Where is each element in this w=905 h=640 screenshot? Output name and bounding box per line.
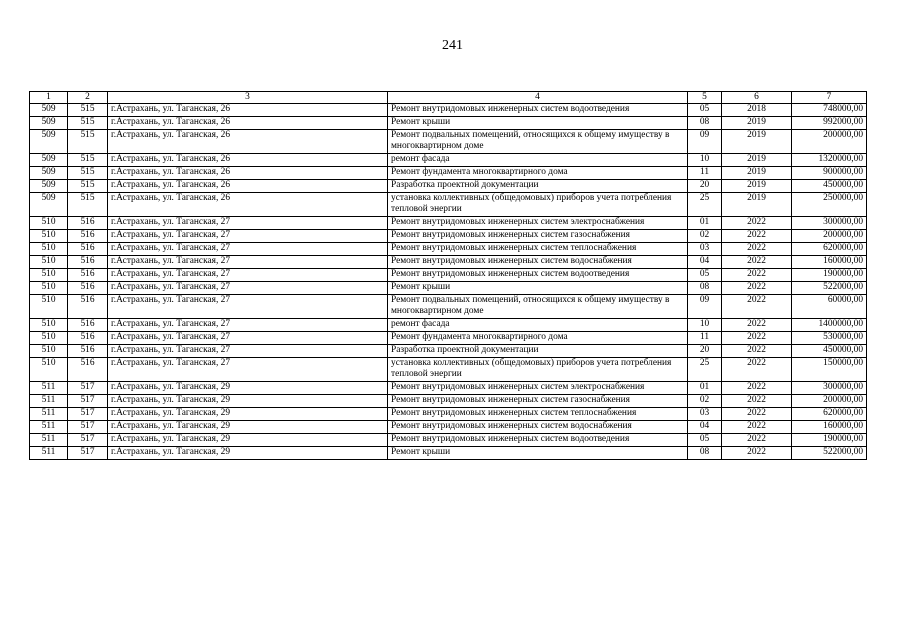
table-row <box>30 358 867 382</box>
work-code-cell: 05 <box>688 104 722 117</box>
table-body <box>30 104 867 460</box>
row-number-cell: 510 <box>30 295 68 319</box>
work-type-cell: Ремонт внутридомовых инженерных систем электроснабжения <box>388 217 688 230</box>
address-cell: г.Астрахань, ул. Таганская, 27 <box>108 295 388 319</box>
house-id-cell: 515 <box>68 180 108 193</box>
work-code-cell: 09 <box>688 130 722 154</box>
address-cell: г.Астрахань, ул. Таганская, 27 <box>108 256 388 269</box>
cost-cell: 150000,00 <box>792 358 867 382</box>
table-row <box>30 117 867 130</box>
work-code-cell: 05 <box>688 434 722 447</box>
cost-cell: 160000,00 <box>792 256 867 269</box>
row-number-cell: 511 <box>30 408 68 421</box>
table-row <box>30 193 867 217</box>
house-id-cell: 516 <box>68 319 108 332</box>
work-type-cell: Ремонт подвальных помещений, относящихся к общему имуществу в многоквартирном доме <box>388 130 688 154</box>
table-row <box>30 154 867 167</box>
work-type-cell: Ремонт фундамента многоквартирного дома <box>388 332 688 345</box>
house-id-cell: 516 <box>68 345 108 358</box>
work-code-cell: 04 <box>688 421 722 434</box>
work-code-cell: 11 <box>688 167 722 180</box>
year-cell: 2022 <box>722 358 792 382</box>
house-id-cell: 515 <box>68 167 108 180</box>
work-code-cell: 08 <box>688 447 722 460</box>
year-cell: 2022 <box>722 332 792 345</box>
row-number-cell: 509 <box>30 180 68 193</box>
address-cell: г.Астрахань, ул. Таганская, 26 <box>108 130 388 154</box>
row-number-cell: 510 <box>30 269 68 282</box>
year-cell: 2022 <box>722 345 792 358</box>
address-cell: г.Астрахань, ул. Таганская, 29 <box>108 382 388 395</box>
address-cell: г.Астрахань, ул. Таганская, 27 <box>108 282 388 295</box>
house-id-cell: 516 <box>68 358 108 382</box>
cost-cell: 748000,00 <box>792 104 867 117</box>
cost-cell: 1400000,00 <box>792 319 867 332</box>
cost-cell: 60000,00 <box>792 295 867 319</box>
address-cell: г.Астрахань, ул. Таганская, 27 <box>108 269 388 282</box>
year-cell: 2022 <box>722 434 792 447</box>
table-row <box>30 230 867 243</box>
address-cell: г.Астрахань, ул. Таганская, 29 <box>108 421 388 434</box>
year-cell: 2022 <box>722 282 792 295</box>
cost-cell: 992000,00 <box>792 117 867 130</box>
work-code-cell: 04 <box>688 256 722 269</box>
table-row <box>30 447 867 460</box>
row-number-cell: 511 <box>30 421 68 434</box>
year-cell: 2019 <box>722 180 792 193</box>
table-row <box>30 332 867 345</box>
cost-cell: 522000,00 <box>792 282 867 295</box>
work-type-cell: ремонт фасада <box>388 154 688 167</box>
work-code-cell: 10 <box>688 154 722 167</box>
header-col-7: 7 <box>792 92 867 104</box>
year-cell: 2018 <box>722 104 792 117</box>
cost-cell: 160000,00 <box>792 421 867 434</box>
address-cell: г.Астрахань, ул. Таганская, 27 <box>108 332 388 345</box>
cost-cell: 200000,00 <box>792 230 867 243</box>
work-type-cell: Ремонт внутридомовых инженерных систем водоотведения <box>388 269 688 282</box>
row-number-cell: 510 <box>30 345 68 358</box>
year-cell: 2019 <box>722 167 792 180</box>
header-col-4: 4 <box>388 92 688 104</box>
work-type-cell: Разработка проектной документации <box>388 180 688 193</box>
table-row <box>30 217 867 230</box>
table-row <box>30 395 867 408</box>
address-cell: г.Астрахань, ул. Таганская, 27 <box>108 345 388 358</box>
header-col-3: 3 <box>108 92 388 104</box>
cost-cell: 190000,00 <box>792 434 867 447</box>
house-id-cell: 515 <box>68 104 108 117</box>
cost-cell: 620000,00 <box>792 408 867 421</box>
work-type-cell: Ремонт крыши <box>388 117 688 130</box>
table-row <box>30 295 867 319</box>
row-number-cell: 511 <box>30 434 68 447</box>
header-col-6: 6 <box>722 92 792 104</box>
address-cell: г.Астрахань, ул. Таганская, 29 <box>108 434 388 447</box>
row-number-cell: 510 <box>30 282 68 295</box>
cost-cell: 530000,00 <box>792 332 867 345</box>
year-cell: 2022 <box>722 319 792 332</box>
work-type-cell: Ремонт внутридомовых инженерных систем газоснабжения <box>388 395 688 408</box>
year-cell: 2022 <box>722 256 792 269</box>
repair-schedule-table <box>29 91 867 460</box>
cost-cell: 450000,00 <box>792 345 867 358</box>
row-number-cell: 509 <box>30 117 68 130</box>
work-type-cell: Ремонт внутридомовых инженерных систем водоснабжения <box>388 421 688 434</box>
work-code-cell: 03 <box>688 243 722 256</box>
table-header <box>30 92 867 104</box>
table-row <box>30 180 867 193</box>
work-type-cell: установка коллективных (общедомовых) приборов учета потребления тепловой энергии <box>388 193 688 217</box>
house-id-cell: 517 <box>68 382 108 395</box>
cost-cell: 1320000,00 <box>792 154 867 167</box>
table-row <box>30 269 867 282</box>
house-id-cell: 517 <box>68 395 108 408</box>
cost-cell: 190000,00 <box>792 269 867 282</box>
work-code-cell: 03 <box>688 408 722 421</box>
work-code-cell: 09 <box>688 295 722 319</box>
table-row <box>30 421 867 434</box>
header-col-5: 5 <box>688 92 722 104</box>
row-number-cell: 510 <box>30 230 68 243</box>
address-cell: г.Астрахань, ул. Таганская, 27 <box>108 243 388 256</box>
year-cell: 2022 <box>722 269 792 282</box>
house-id-cell: 516 <box>68 230 108 243</box>
cost-cell: 200000,00 <box>792 130 867 154</box>
row-number-cell: 510 <box>30 319 68 332</box>
work-code-cell: 25 <box>688 193 722 217</box>
address-cell: г.Астрахань, ул. Таганская, 26 <box>108 154 388 167</box>
year-cell: 2022 <box>722 382 792 395</box>
table-row <box>30 243 867 256</box>
address-cell: г.Астрахань, ул. Таганская, 27 <box>108 217 388 230</box>
row-number-cell: 511 <box>30 382 68 395</box>
work-type-cell: Ремонт внутридомовых инженерных систем электроснабжения <box>388 382 688 395</box>
work-type-cell: Ремонт внутридомовых инженерных систем водоснабжения <box>388 256 688 269</box>
house-id-cell: 515 <box>68 154 108 167</box>
cost-cell: 450000,00 <box>792 180 867 193</box>
address-cell: г.Астрахань, ул. Таганская, 29 <box>108 447 388 460</box>
header-col-1: 1 <box>30 92 68 104</box>
work-code-cell: 20 <box>688 180 722 193</box>
work-type-cell: Ремонт крыши <box>388 447 688 460</box>
work-code-cell: 10 <box>688 319 722 332</box>
year-cell: 2022 <box>722 408 792 421</box>
row-number-cell: 509 <box>30 130 68 154</box>
work-code-cell: 02 <box>688 395 722 408</box>
year-cell: 2019 <box>722 193 792 217</box>
cost-cell: 250000,00 <box>792 193 867 217</box>
house-id-cell: 516 <box>68 256 108 269</box>
house-id-cell: 516 <box>68 295 108 319</box>
row-number-cell: 509 <box>30 154 68 167</box>
table-row <box>30 319 867 332</box>
year-cell: 2022 <box>722 243 792 256</box>
table-row <box>30 282 867 295</box>
house-id-cell: 516 <box>68 243 108 256</box>
house-id-cell: 516 <box>68 332 108 345</box>
house-id-cell: 517 <box>68 447 108 460</box>
cost-cell: 300000,00 <box>792 382 867 395</box>
address-cell: г.Астрахань, ул. Таганская, 27 <box>108 358 388 382</box>
year-cell: 2022 <box>722 421 792 434</box>
work-type-cell: Ремонт крыши <box>388 282 688 295</box>
row-number-cell: 510 <box>30 256 68 269</box>
work-code-cell: 02 <box>688 230 722 243</box>
year-cell: 2022 <box>722 230 792 243</box>
table-row <box>30 167 867 180</box>
cost-cell: 522000,00 <box>792 447 867 460</box>
table-row <box>30 104 867 117</box>
work-code-cell: 08 <box>688 117 722 130</box>
table-row <box>30 256 867 269</box>
cost-cell: 620000,00 <box>792 243 867 256</box>
table-row <box>30 434 867 447</box>
house-id-cell: 516 <box>68 282 108 295</box>
work-type-cell: Разработка проектной документации <box>388 345 688 358</box>
work-code-cell: 20 <box>688 345 722 358</box>
work-type-cell: Ремонт подвальных помещений, относящихся к общему имуществу в многоквартирном доме <box>388 295 688 319</box>
work-type-cell: Ремонт фундамента многоквартирного дома <box>388 167 688 180</box>
year-cell: 2022 <box>722 447 792 460</box>
house-id-cell: 516 <box>68 217 108 230</box>
house-id-cell: 515 <box>68 130 108 154</box>
work-type-cell: Ремонт внутридомовых инженерных систем теплоснабжения <box>388 243 688 256</box>
table-row <box>30 130 867 154</box>
row-number-cell: 511 <box>30 447 68 460</box>
work-type-cell: ремонт фасада <box>388 319 688 332</box>
year-cell: 2022 <box>722 395 792 408</box>
header-col-2: 2 <box>68 92 108 104</box>
row-number-cell: 511 <box>30 395 68 408</box>
address-cell: г.Астрахань, ул. Таганская, 26 <box>108 180 388 193</box>
row-number-cell: 509 <box>30 104 68 117</box>
row-number-cell: 510 <box>30 243 68 256</box>
house-id-cell: 517 <box>68 408 108 421</box>
cost-cell: 200000,00 <box>792 395 867 408</box>
work-type-cell: Ремонт внутридомовых инженерных систем водоотведения <box>388 434 688 447</box>
address-cell: г.Астрахань, ул. Таганская, 29 <box>108 395 388 408</box>
house-id-cell: 516 <box>68 269 108 282</box>
work-type-cell: установка коллективных (общедомовых) приборов учета потребления тепловой энергии <box>388 358 688 382</box>
house-id-cell: 517 <box>68 421 108 434</box>
address-cell: г.Астрахань, ул. Таганская, 26 <box>108 167 388 180</box>
address-cell: г.Астрахань, ул. Таганская, 27 <box>108 230 388 243</box>
work-code-cell: 05 <box>688 269 722 282</box>
address-cell: г.Астрахань, ул. Таганская, 26 <box>108 117 388 130</box>
work-code-cell: 25 <box>688 358 722 382</box>
address-cell: г.Астрахань, ул. Таганская, 26 <box>108 104 388 117</box>
year-cell: 2022 <box>722 217 792 230</box>
row-number-cell: 510 <box>30 217 68 230</box>
cost-cell: 900000,00 <box>792 167 867 180</box>
house-id-cell: 515 <box>68 117 108 130</box>
row-number-cell: 510 <box>30 358 68 382</box>
table-row <box>30 345 867 358</box>
work-type-cell: Ремонт внутридомовых инженерных систем теплоснабжения <box>388 408 688 421</box>
year-cell: 2019 <box>722 154 792 167</box>
work-code-cell: 11 <box>688 332 722 345</box>
table-row <box>30 382 867 395</box>
header-row <box>30 92 867 104</box>
row-number-cell: 510 <box>30 332 68 345</box>
table-row <box>30 408 867 421</box>
address-cell: г.Астрахань, ул. Таганская, 29 <box>108 408 388 421</box>
work-code-cell: 01 <box>688 382 722 395</box>
house-id-cell: 515 <box>68 193 108 217</box>
work-code-cell: 08 <box>688 282 722 295</box>
work-type-cell: Ремонт внутридомовых инженерных систем водоотведения <box>388 104 688 117</box>
work-code-cell: 01 <box>688 217 722 230</box>
row-number-cell: 509 <box>30 193 68 217</box>
page-number: 241 <box>442 38 463 53</box>
year-cell: 2019 <box>722 117 792 130</box>
year-cell: 2019 <box>722 130 792 154</box>
cost-cell: 300000,00 <box>792 217 867 230</box>
house-id-cell: 517 <box>68 434 108 447</box>
year-cell: 2022 <box>722 295 792 319</box>
address-cell: г.Астрахань, ул. Таганская, 26 <box>108 193 388 217</box>
work-type-cell: Ремонт внутридомовых инженерных систем газоснабжения <box>388 230 688 243</box>
address-cell: г.Астрахань, ул. Таганская, 27 <box>108 319 388 332</box>
row-number-cell: 509 <box>30 167 68 180</box>
